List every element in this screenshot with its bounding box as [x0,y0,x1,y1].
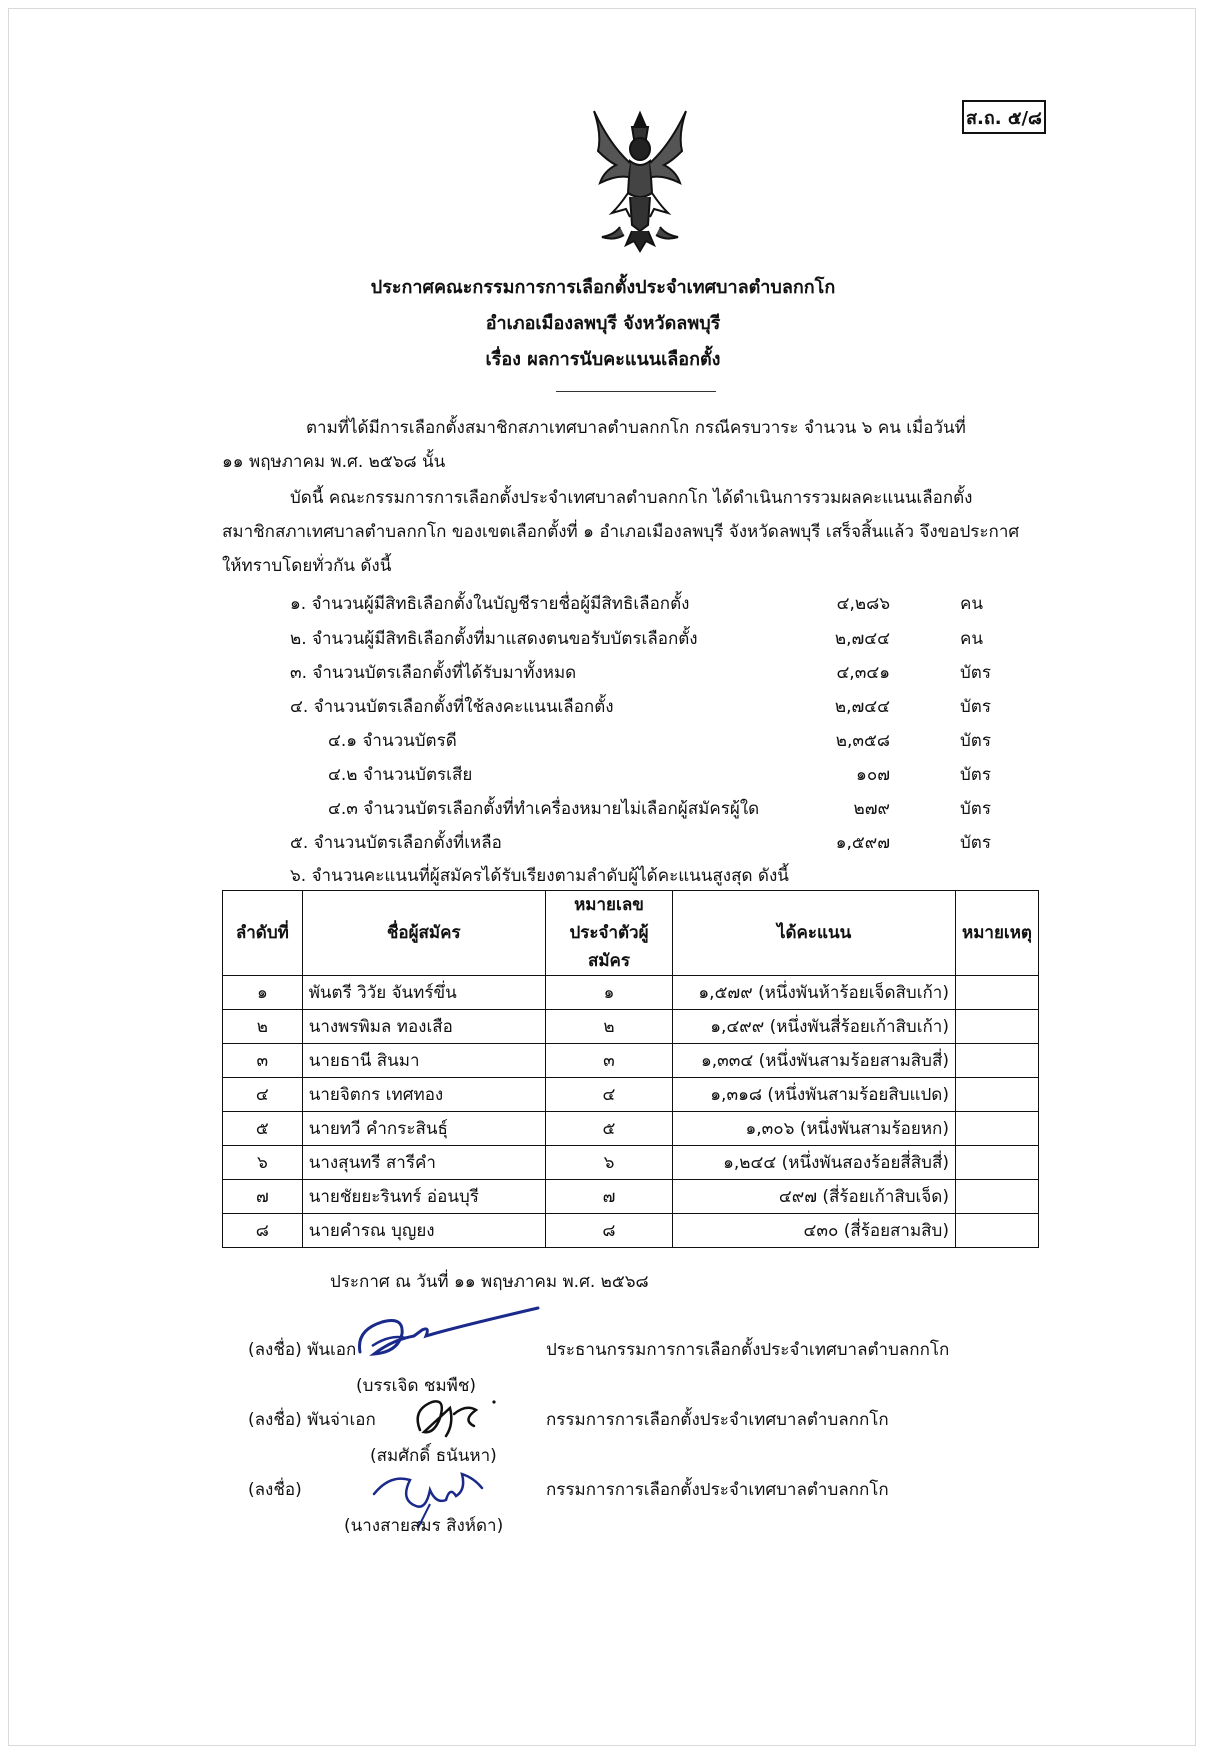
stat-value: ๑,๕๙๗ [835,833,890,853]
table-header-row [223,891,1039,976]
cell-number: ๑ [545,976,673,1010]
signature-1-name: (บรรเจิด ชมพืช) [356,1376,477,1396]
cell-name: นางสุนทรี สารีคำ [302,1146,545,1180]
header-line-2: อำเภอเมืองลพบุรี จังหวัดลพบุรี [485,313,721,334]
cell-note [955,1078,1038,1112]
cell-number: ๓ [545,1044,673,1078]
stat-unit: บัตร [960,663,991,683]
cell-rank: ๖ [223,1146,303,1180]
cell-score: ๑,๒๔๔ (หนึ่งพันสองร้อยสี่สิบสี่) [673,1146,956,1180]
cell-name: พันตรี วิวัย จันทร์ขึ่น [302,976,545,1010]
stat-value: ๒,๗๔๔ [834,629,890,649]
cell-note [955,1112,1038,1146]
table-row [223,1044,1039,1078]
col-header-rank: ลำดับที่ [223,891,303,976]
cell-number: ๗ [545,1180,673,1214]
signature-1-label: (ลงชื่อ) พันเอก [248,1340,357,1360]
col-header-number [545,891,673,976]
signature-2-position: กรรมการการเลือกตั้งประจำเทศบาลตำบลกกโก [546,1410,889,1430]
cell-score: ๑,๔๙๙ (หนึ่งพันสี่ร้อยเก้าสิบเก้า) [673,1010,956,1044]
form-code-box [962,100,1046,134]
stat-label: ๑. จำนวนผู้มีสิทธิเลือกตั้งในบัญชีรายชื่อผู้มีสิทธิเลือกตั้ง [290,594,690,614]
stat-value: ๒,๓๕๘ [835,731,890,751]
stat-unit: บัตร [960,697,991,717]
col-header-name: ชื่อผู้สมัคร [302,891,545,976]
header-line-1: ประกาศคณะกรรมการการเลือกตั้งประจำเทศบาลตำบลกกโก [370,277,836,298]
stat-label: ๔.๒ จำนวนบัตรเสีย [328,765,473,785]
cell-note [955,1214,1038,1248]
cell-number: ๕ [545,1112,673,1146]
cell-name: นายธานี สินมา [302,1044,545,1078]
cell-score: ๑,๓๓๔ (หนึ่งพันสามร้อยสามสิบสี่) [673,1044,956,1078]
cell-name: นายคำรณ บุญยง [302,1214,545,1248]
col-header-note: หมายเหตุ [955,891,1038,976]
stat-label: ๔.๓ จำนวนบัตรเลือกตั้งที่ทำเครื่องหมายไม่เลือกผู้สมัครผู้ใด [328,799,760,819]
stat-value: ๑๐๗ [856,765,890,785]
cell-rank: ๗ [223,1180,303,1214]
intro-p2-line1: บัดนี้ คณะกรรมการการเลือกตั้งประจำเทศบาลตำบลกกโก ได้ดำเนินการรวมผลคะแนนเลือกตั้ง [290,488,973,508]
signature-3-name: (นางสายสมร สิงห์ดา) [344,1516,504,1536]
stat-unit: บัตร [960,799,991,819]
stat-unit: คน [960,629,983,649]
stat-unit: บัตร [960,731,991,751]
cell-name: นายทวี คำกระสินธุ์ [302,1112,545,1146]
stat-label-6: ๖. จำนวนคะแนนที่ผู้สมัครได้รับเรียงตามลำดับผู้ได้คะแนนสูงสุด ดังนี้ [290,866,789,886]
cell-rank: ๒ [223,1010,303,1044]
cell-number: ๔ [545,1078,673,1112]
cell-rank: ๔ [223,1078,303,1112]
stat-unit: บัตร [960,833,991,853]
stat-value: ๔,๓๔๑ [836,663,890,683]
stat-label: ๒. จำนวนผู้มีสิทธิเลือกตั้งที่มาแสดงตนขอรับบัตรเลือกตั้ง [290,629,698,649]
cell-score: ๑,๕๗๙ (หนึ่งพันห้าร้อยเจ็ดสิบเก้า) [673,976,956,1010]
signature-3-position: กรรมการการเลือกตั้งประจำเทศบาลตำบลกกโก [546,1480,889,1500]
cell-name: นายจิตกร เทศทอง [302,1078,545,1112]
cell-score: ๑,๓๑๘ (หนึ่งพันสามร้อยสิบแปด) [673,1078,956,1112]
stat-label: ๔.๑ จำนวนบัตรดี [328,731,457,751]
results-table [222,890,1039,1248]
table-row [223,1112,1039,1146]
cell-score: ๔๓๐ (สี่ร้อยสามสิบ) [673,1214,956,1248]
cell-note [955,1044,1038,1078]
cell-note [955,1010,1038,1044]
table-row [223,1078,1039,1112]
cell-number: ๒ [545,1010,673,1044]
table-row [223,1010,1039,1044]
cell-rank: ๓ [223,1044,303,1078]
table-row [223,1146,1039,1180]
stat-label: ๔. จำนวนบัตรเลือกตั้งที่ใช้ลงคะแนนเลือกตั้ง [290,697,614,717]
stat-unit: คน [960,594,983,614]
garuda-emblem-icon [580,105,700,255]
stat-value: ๒,๗๔๔ [834,697,890,717]
cell-rank: ๑ [223,976,303,1010]
stat-label: ๕. จำนวนบัตรเลือกตั้งที่เหลือ [290,833,502,853]
stat-value: ๔,๒๘๖ [836,594,890,614]
header-divider [556,391,716,392]
header-subject: เรื่อง ผลการนับคะแนนเลือกตั้ง [485,349,721,370]
intro-p1-line2: ๑๑ พฤษภาคม พ.ศ. ๒๕๖๘ นั้น [222,452,446,472]
cell-note [955,976,1038,1010]
col-header-number-line1: หมายเลข [574,895,644,915]
cell-rank: ๕ [223,1112,303,1146]
announce-date: ประกาศ ณ วันที่ ๑๑ พฤษภาคม พ.ศ. ๒๕๖๘ [330,1272,649,1292]
intro-p2-line3: ให้ทราบโดยทั่วกัน ดังนี้ [222,556,392,576]
intro-p2-line2: สมาชิกสภาเทศบาลตำบลกกโก ของเขตเลือกตั้งที่ ๑ อำเภอเมืองลพบุรี จังหวัดลพบุรี เสร็จสิ้นแล้ว จึงขอประกาศ [222,522,1020,542]
table-row [223,976,1039,1010]
cell-number: ๖ [545,1146,673,1180]
cell-score: ๑,๓๐๖ (หนึ่งพันสามร้อยหก) [673,1112,956,1146]
signature-2-mark [406,1390,506,1450]
col-header-number-line2: ประจำตัวผู้สมัคร [569,923,649,971]
cell-name: นายชัยยะรินทร์ อ่อนบุรี [302,1180,545,1214]
table-row [223,1214,1039,1248]
cell-note [955,1146,1038,1180]
stat-label: ๓. จำนวนบัตรเลือกตั้งที่ได้รับมาทั้งหมด [290,663,577,683]
cell-note [955,1180,1038,1214]
intro-p1-line1: ตามที่ได้มีการเลือกตั้งสมาชิกสภาเทศบาลตำบลกกโก กรณีครบวาระ จำนวน ๖ คน เมื่อวันที่ [306,418,966,438]
cell-name: นางพรพิมล ทองเสือ [302,1010,545,1044]
signature-3-label: (ลงชื่อ) [248,1480,302,1500]
cell-number: ๘ [545,1214,673,1248]
form-code: ส.ถ. ๕/๘ [966,107,1042,129]
signature-1-position: ประธานกรรมการการเลือกตั้งประจำเทศบาลตำบลกกโก [546,1340,950,1360]
table-row [223,1180,1039,1214]
cell-score: ๔๙๗ (สี่ร้อยเก้าสิบเจ็ด) [673,1180,956,1214]
col-header-score: ได้คะแนน [673,891,956,976]
signature-1-mark [352,1300,542,1370]
cell-rank: ๘ [223,1214,303,1248]
stat-value: ๒๗๙ [853,799,890,819]
signature-2-name: (สมศักดิ์ ธนันหา) [370,1446,497,1466]
stat-unit: บัตร [960,765,991,785]
signature-2-label: (ลงชื่อ) พันจ่าเอก [248,1410,376,1430]
